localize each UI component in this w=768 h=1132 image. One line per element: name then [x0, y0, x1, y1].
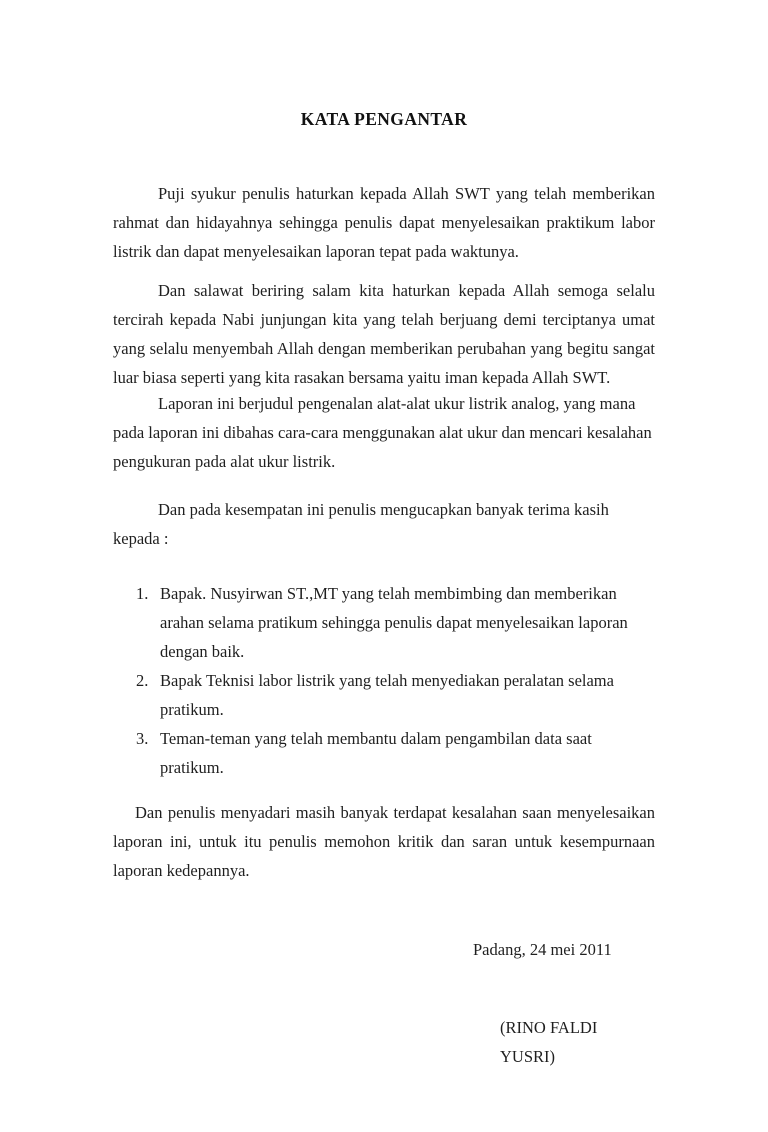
list-item-number: 1.	[136, 584, 149, 603]
paragraph-salawat: Dan salawat beriring salam kita haturkan kepada Allah semoga selalu tercirah kepada Nabi junjungan kita yang telah berjuang demi terciptanya umat yang selalu menyembah Allah dengan memberikan perubahan yang begitu sangat luar biasa seperti yang kita rasakan bersama yaitu iman kepada Allah SWT.	[113, 281, 655, 387]
paragraph-gratitude: Puji syukur penulis haturkan kepada Allah SWT yang telah memberikan rahmat dan hidayahnya sehingga penulis dapat menyelesaikan praktikum labor listrik dan dapat menyelesaikan laporan tepat pada waktunya.	[113, 184, 655, 261]
list-item-text: Bapak Teknisi labor listrik yang telah menyediakan peralatan selama pratikum.	[160, 671, 614, 719]
list-item	[136, 724, 655, 782]
paragraph-closing: Dan penulis menyadari masih banyak terdapat kesalahan saan menyelesaikan laporan ini, untuk itu penulis memohon kritik dan saran untuk kesempurnaan laporan kedepannya.	[113, 803, 655, 880]
signature-name: (RINO FALDI YUSRI)	[500, 1018, 598, 1066]
list-item	[136, 579, 655, 666]
page-title: KATA PENGANTAR	[300, 109, 468, 129]
list-item	[136, 666, 655, 724]
list-item-text: Bapak. Nusyirwan ST.,MT yang telah membimbing dan memberikan arahan selama pratikum sehingga penulis dapat menyelesaikan laporan dengan baik.	[160, 584, 628, 661]
list-item-number: 2.	[136, 671, 149, 690]
list-item-number: 3.	[136, 729, 149, 748]
signature-place-date: Padang, 24 mei 2011	[473, 940, 612, 959]
acknowledgement-list	[113, 579, 655, 782]
document-page	[0, 108, 768, 1132]
thanks-intro: Dan pada kesempatan ini penulis mengucapkan banyak terima kasih kepada :	[113, 500, 609, 548]
paragraph-report-subject: Laporan ini berjudul pengenalan alat-alat ukur listrik analog, yang mana pada laporan ini dibahas cara-cara menggunakan alat ukur dan mencari kesalahan pengukuran pada alat ukur listrik.	[113, 394, 652, 471]
list-item-text: Teman-teman yang telah membantu dalam pengambilan data saat pratikum.	[160, 729, 592, 777]
